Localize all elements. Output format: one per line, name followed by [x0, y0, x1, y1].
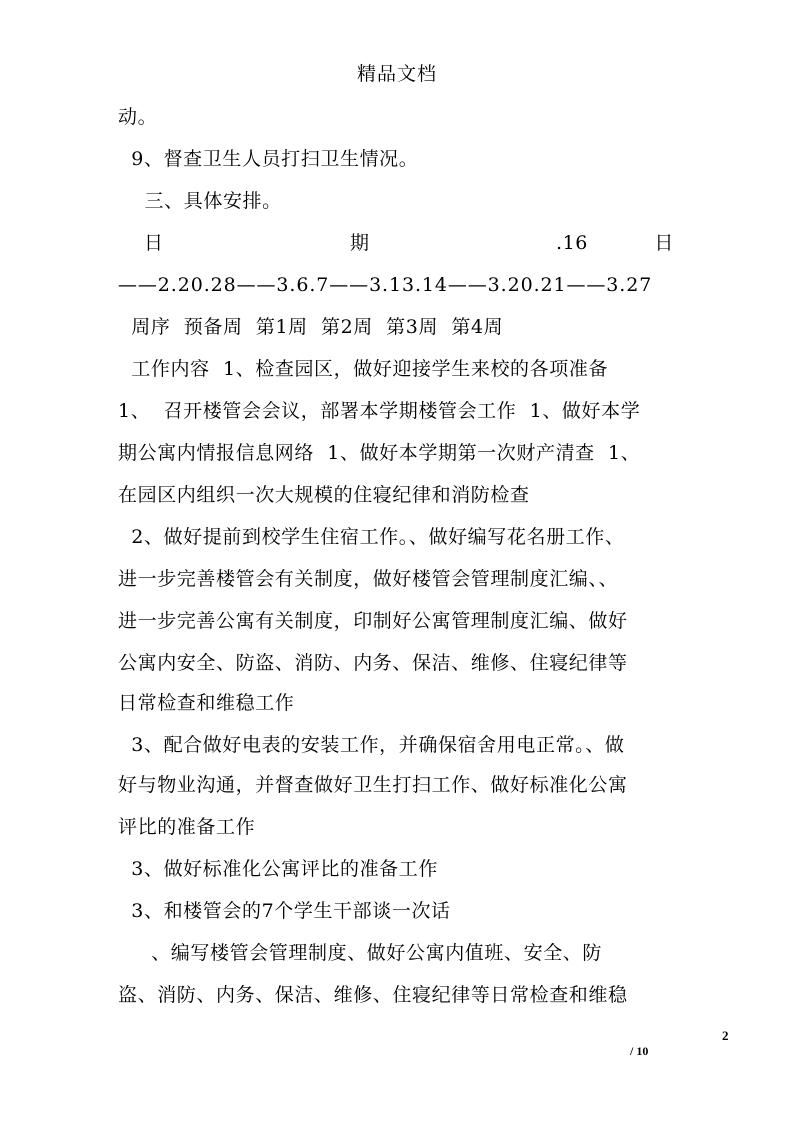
text-line: 周序 预备周 第1周 第2周 第3周 第4周 — [118, 316, 504, 338]
page-total: / 10 — [630, 1044, 649, 1058]
text-line: 1、 召开楼管会会议，部署本学期楼管会工作 1、做好本学 — [118, 400, 641, 422]
text-line: 3、配合做好电表的安装工作，并确保宿舍用电正常。、做 — [118, 734, 625, 756]
text-line: 期公寓内情报信息网络 1、做好本学期第一次财产清查 1、 — [118, 442, 641, 464]
page-number: 2 — [722, 1028, 729, 1043]
text-line: 公寓内安全、防盗、消防、内务、保洁、维修、住寝纪律等 — [118, 652, 628, 674]
text-line: ——2.20.28——3.6.7——3.13.14——3.20.21——3.27 — [118, 274, 653, 296]
date-row-label-ri: 日 — [144, 232, 164, 254]
text-line: 盗、消防、内务、保洁、维修、住寝纪律等日常检查和维稳 — [118, 984, 628, 1006]
text-line: 2、做好提前到校学生住宿工作。、做好编写花名册工作、 — [118, 526, 625, 548]
text-line: 9、督查卫生人员打扫卫生情况。 — [118, 148, 419, 170]
text-line: 三、具体安排。 — [118, 190, 282, 212]
date-row-value: .16 — [555, 232, 588, 254]
text-line: 动。 — [118, 106, 158, 128]
text-line: 3、做好标准化公寓评比的准备工作 — [118, 858, 438, 880]
page-header: 精品文档 — [356, 63, 437, 85]
text-line: 工作内容 1、检查园区，做好迎接学生来校的各项准备 — [118, 358, 609, 380]
text-line: 评比的准备工作 — [118, 816, 256, 838]
date-row-label-ri-2: 日 — [654, 232, 674, 254]
date-row — [118, 230, 678, 256]
text-line: 在园区内组织一次大规模的住寝纪律和消防检查 — [118, 484, 530, 506]
text-line: 好与物业沟通，并督查做好卫生打扫工作、做好标准化公寓 — [118, 774, 628, 796]
text-line: 进一步完善楼管会有关制度，做好楼管会管理制度汇编、、 — [118, 568, 619, 590]
text-line: 、编写楼管会管理制度、做好公寓内值班、安全、防 — [118, 942, 602, 964]
text-line: 日常检查和维稳工作 — [118, 692, 295, 714]
text-line: 进一步完善公寓有关制度，印制好公寓管理制度汇编、做好 — [118, 610, 628, 632]
text-line: 3、和楼管会的7个学生干部谈一次话 — [118, 900, 451, 922]
date-row-label-qi: 期 — [349, 232, 370, 254]
